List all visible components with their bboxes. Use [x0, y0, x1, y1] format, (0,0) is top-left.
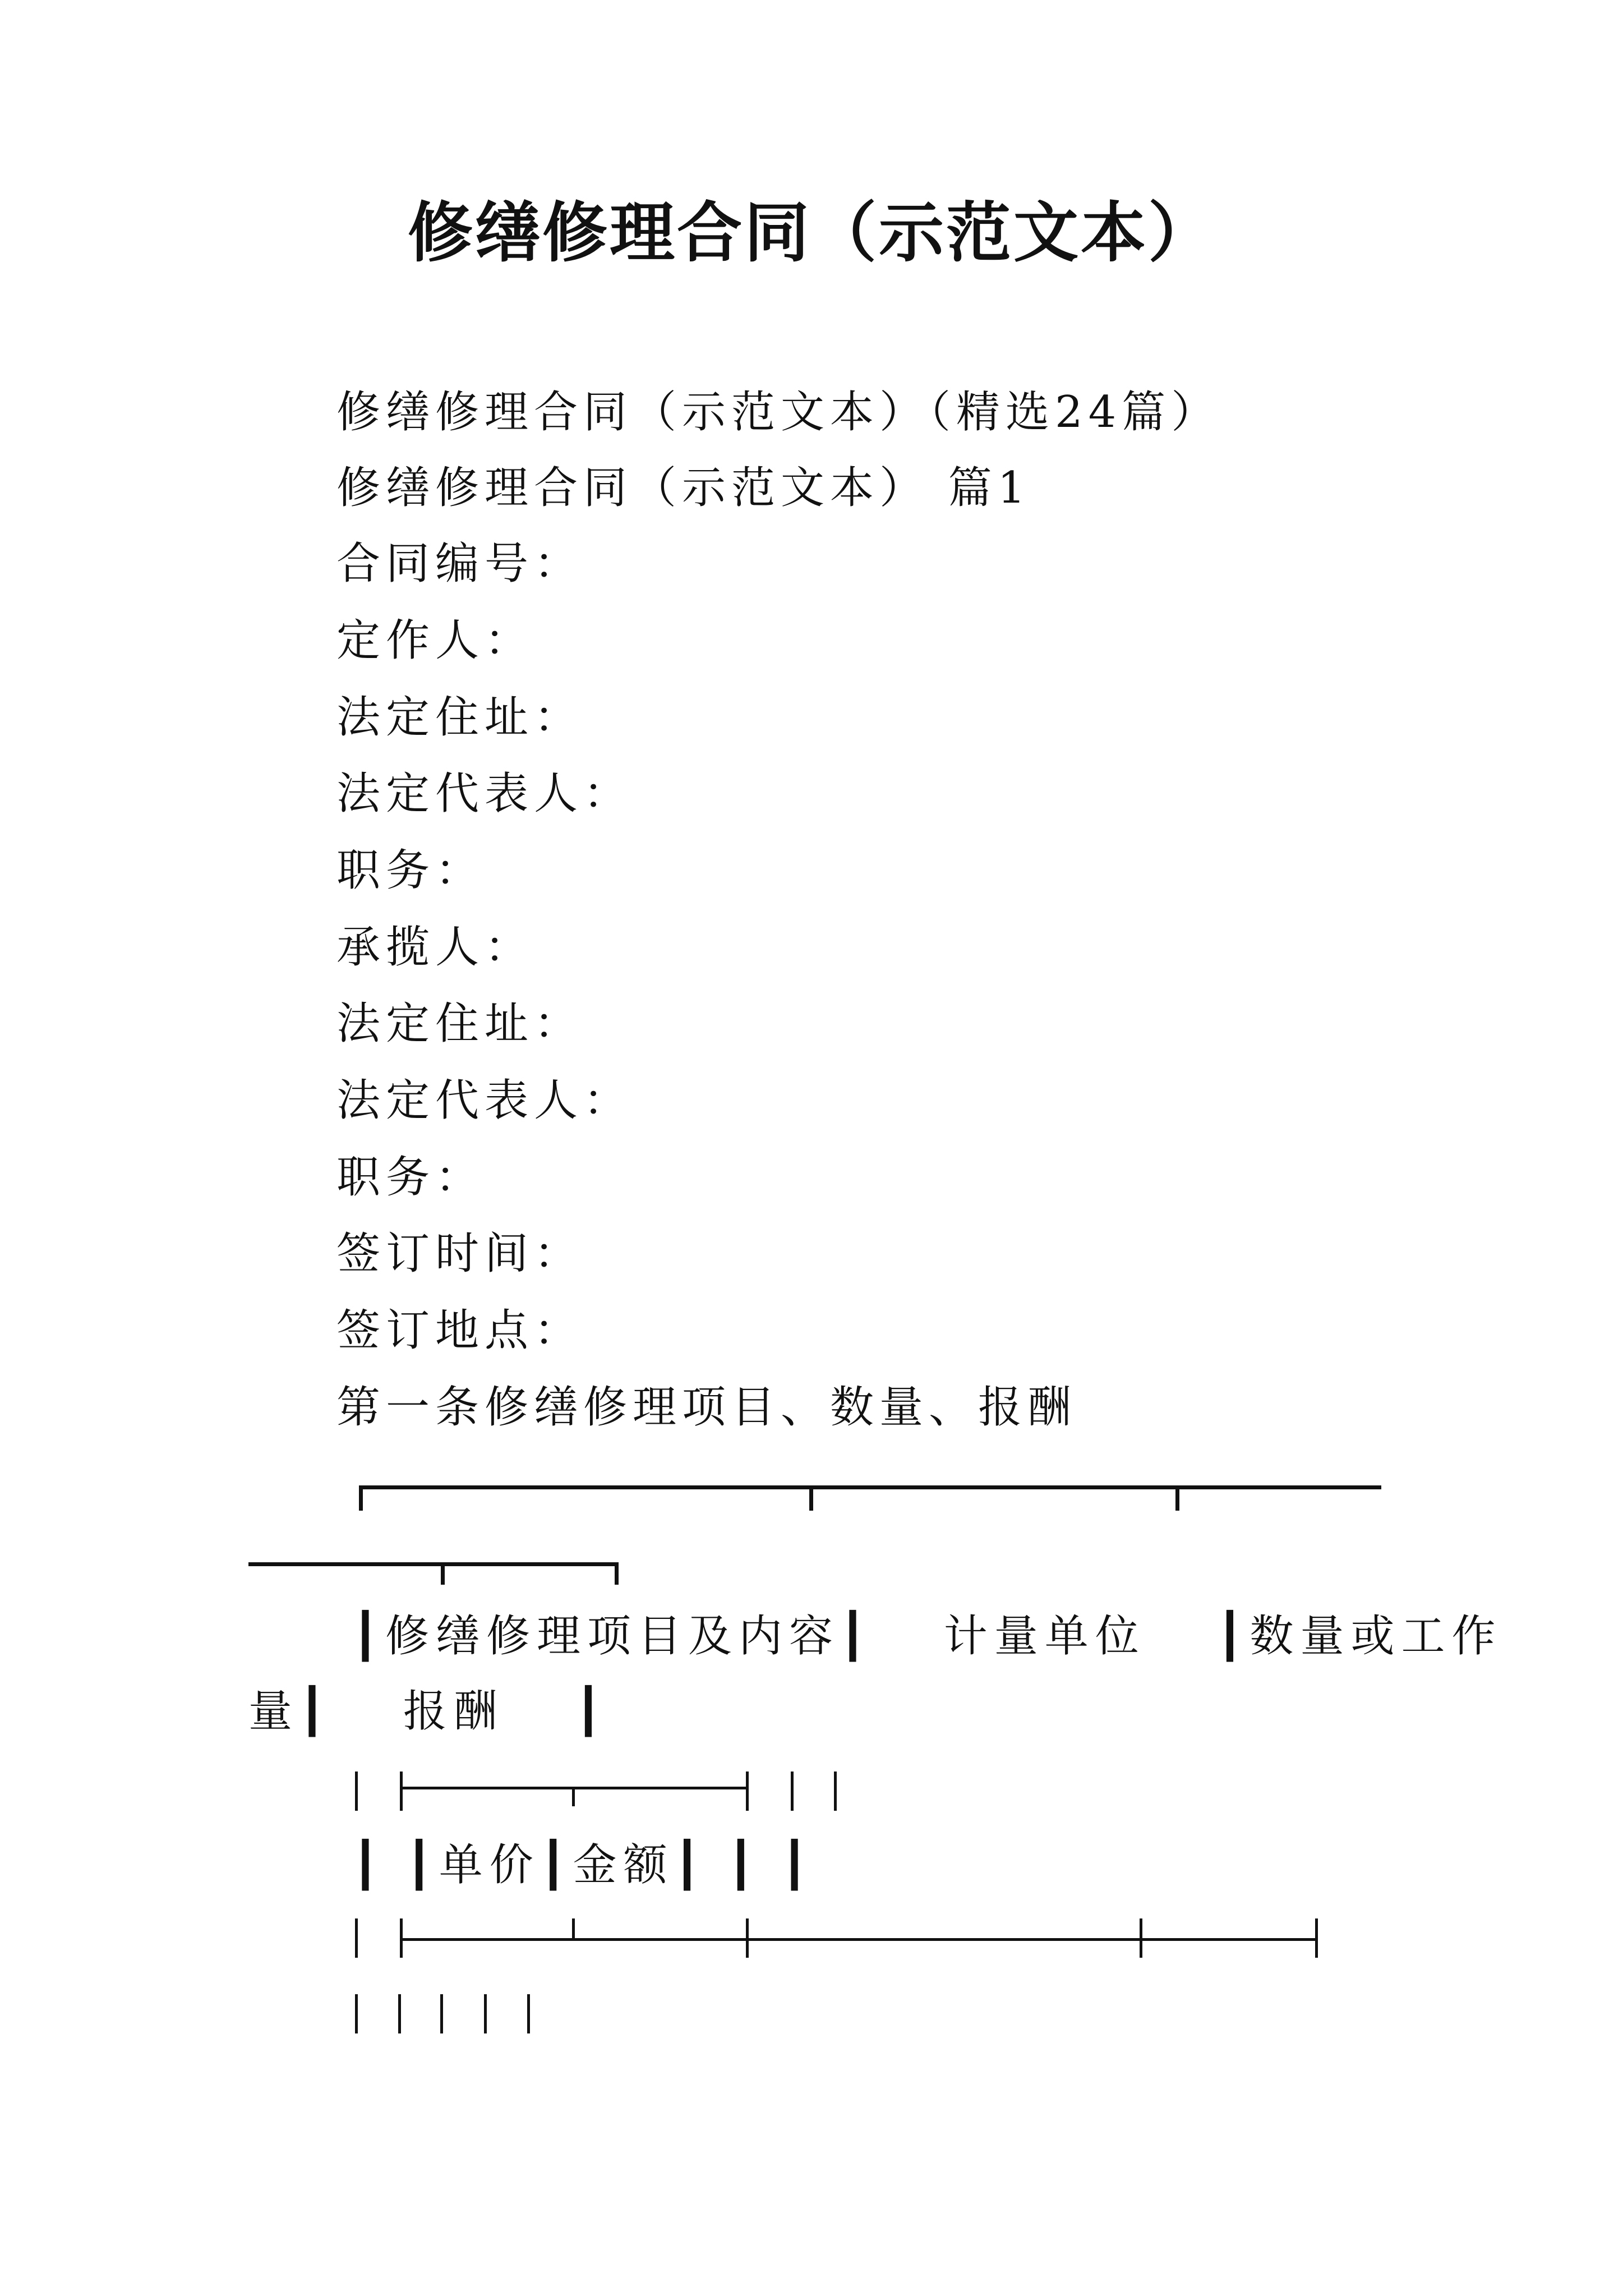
field-signing-place: 签订地点：: [336, 1305, 584, 1356]
field-orderer-representative: 法定代表人：: [336, 769, 633, 819]
field-contractor-representative: 法定代表人：: [336, 1075, 633, 1126]
table-header-row: ┃修缮修理项目及内容┃ 计量单位 ┃数量或工作: [352, 1611, 1502, 1662]
doc-section-heading: 修缮修理合同（示范文本） 篇1: [336, 463, 1031, 513]
field-contractor-position: 职务：: [336, 1152, 485, 1203]
table-header-row-wrap: 量┃ 报酬 ┃: [248, 1686, 608, 1737]
field-contractor: 承揽人：: [336, 922, 534, 973]
field-contractor-address: 法定住址：: [336, 999, 584, 1049]
table-subheader-row: ┃ ┃单价┃金额┃ ┃ ┃: [352, 1840, 815, 1890]
page-title: 修缮修理合同（示范文本）: [408, 195, 1215, 271]
field-orderer: 定作人：: [336, 615, 534, 666]
field-signing-time: 签订时间：: [336, 1228, 584, 1279]
article-one-heading: 第一条修缮修理项目、数量、报酬: [336, 1382, 1077, 1433]
doc-subtitle: 修缮修理合同（示范文本）（精选24篇）: [336, 387, 1221, 438]
field-orderer-position: 职务：: [336, 845, 485, 896]
field-contract-number: 合同编号：: [336, 539, 584, 589]
field-orderer-address: 法定住址：: [336, 692, 584, 743]
